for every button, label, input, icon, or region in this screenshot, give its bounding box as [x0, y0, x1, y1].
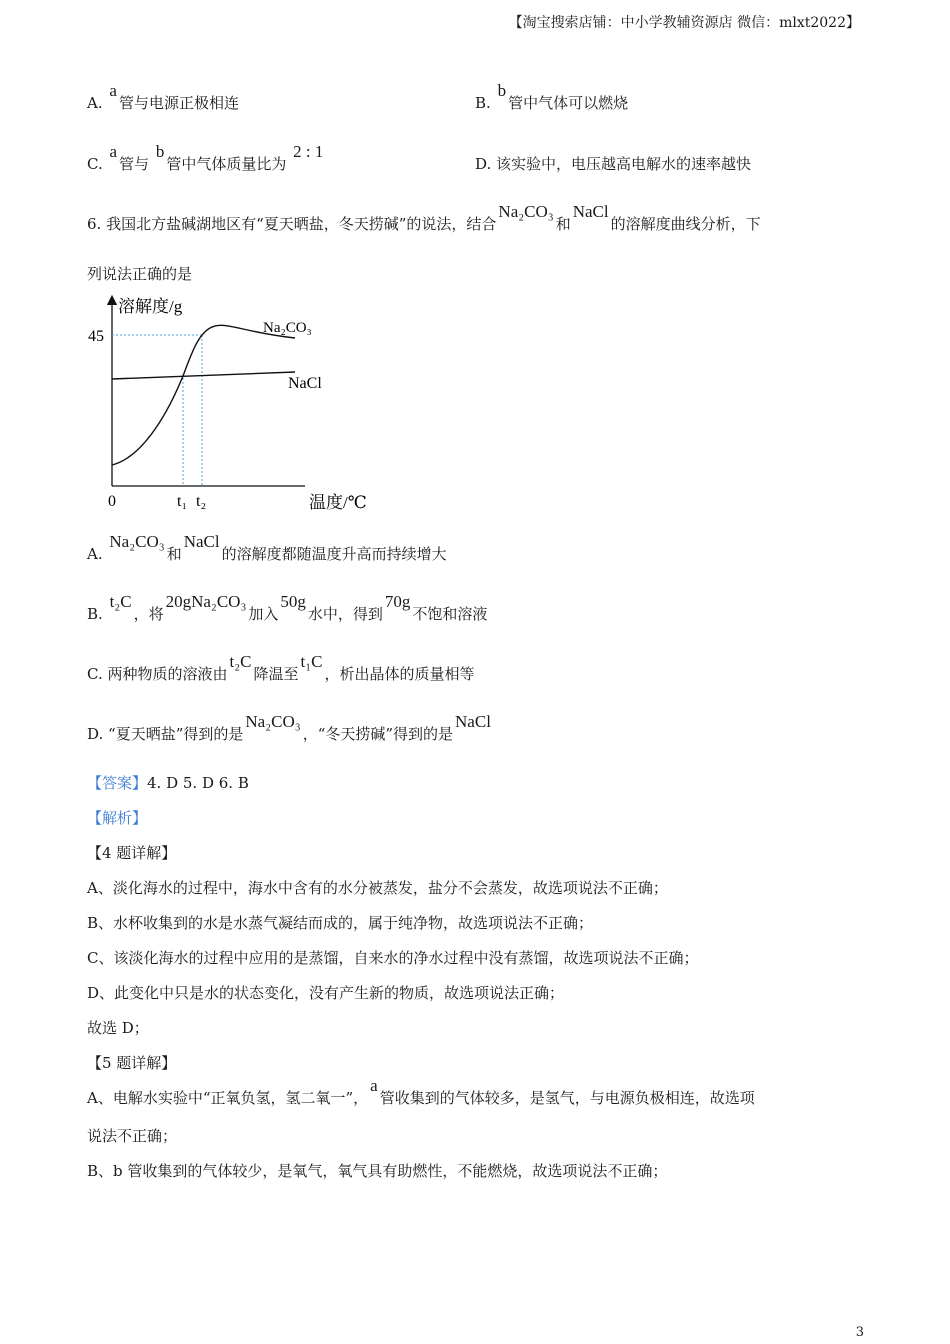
detail5-line-a-cont: 说法不正确； [87, 1127, 178, 1145]
q5-option-a: A. a管与电源正极相连 [87, 81, 239, 112]
detail4-line-a: A、淡化海水的过程中，海水中含有的水分被蒸发，盐分不会蒸发，故选项说法不正确； [87, 879, 668, 897]
q5-option-b: B. b管中气体可以燃烧 [475, 81, 629, 112]
header-watermark: 【淘宝搜索店铺：中小学教辅资源店 微信：mlxt2022】 [508, 15, 860, 31]
q6-option-d: D. “夏天晒盐”得到的是Na₂CO₃，“冬天捞碱”得到的是NaCl [87, 712, 491, 743]
y-axis-label: 溶解度/g [118, 297, 183, 316]
detail5-title: 【5 题详解】 [87, 1054, 177, 1072]
x-axis-label: 温度/℃ [309, 493, 367, 512]
q6-stem-line1: 6. 我国北方盐碱湖地区有“夏天晒盐，冬天捞碱”的说法，结合Na₂CO₃和NaCl的溶解度曲线分析，下 [87, 202, 761, 233]
q6-option-a: A. Na₂CO₃和NaCl的溶解度都随温度升高而持续增大 [87, 532, 447, 563]
detail5-line-a: A、电解水实验中“正氧负氢，氢二氧一”，a管收集到的气体较多，是氢气，与电源负极相连，故选项 [87, 1076, 755, 1107]
legend-nacl: NaCl [288, 375, 322, 392]
q6-option-c: C. 两种物质的溶液由t₂C降温至t₁C，析出晶体的质量相等 [87, 652, 475, 683]
detail4-title: 【4 题详解】 [87, 844, 177, 862]
q5-option-c: C. a管与 b管中气体质量比为 2 : 1 [87, 142, 324, 173]
q6-stem-line2: 列说法正确的是 [87, 265, 193, 283]
q5-option-d: D. 该实验中，电压越高电解水的速率越快 [475, 155, 752, 173]
detail4-line-c: C、该淡化海水的过程中应用的是蒸馏，自来水的净水过程中没有蒸馏，故选项说法不正确； [87, 949, 699, 967]
q6-option-b: B. t₂C，将20gNa₂CO₃加入50g水中，得到70g不饱和溶液 [87, 592, 488, 623]
y-tick-45: 45 [88, 328, 104, 345]
answer-line: 【答案】4. D 5. D 6. B [87, 774, 249, 792]
analysis-tag: 【解析】 [87, 809, 148, 827]
solubility-chart [80, 290, 390, 520]
page-number: 3 [855, 1325, 864, 1340]
legend-na2co3: Na₂CO₃ [263, 320, 312, 336]
detail4-line-b: B、水杯收集到的水是水蒸气凝结而成的，属于纯净物，故选项说法不正确； [87, 914, 594, 932]
origin-label: 0 [108, 493, 116, 510]
x-tick-t1: t₁ [177, 493, 188, 510]
detail4-line-d: D、此变化中只是水的状态变化，没有产生新的物质，故选项说法正确； [87, 984, 565, 1002]
x-tick-t2: t₂ [196, 493, 207, 510]
series-na2co3-line [112, 325, 295, 465]
detail5-line-b: B、b 管收集到的气体较少，是氧气，氧气具有助燃性，不能燃烧，故选项说法不正确； [87, 1162, 668, 1180]
series-nacl-line [112, 372, 295, 379]
detail4-conclusion: 故选 D； [87, 1019, 149, 1037]
